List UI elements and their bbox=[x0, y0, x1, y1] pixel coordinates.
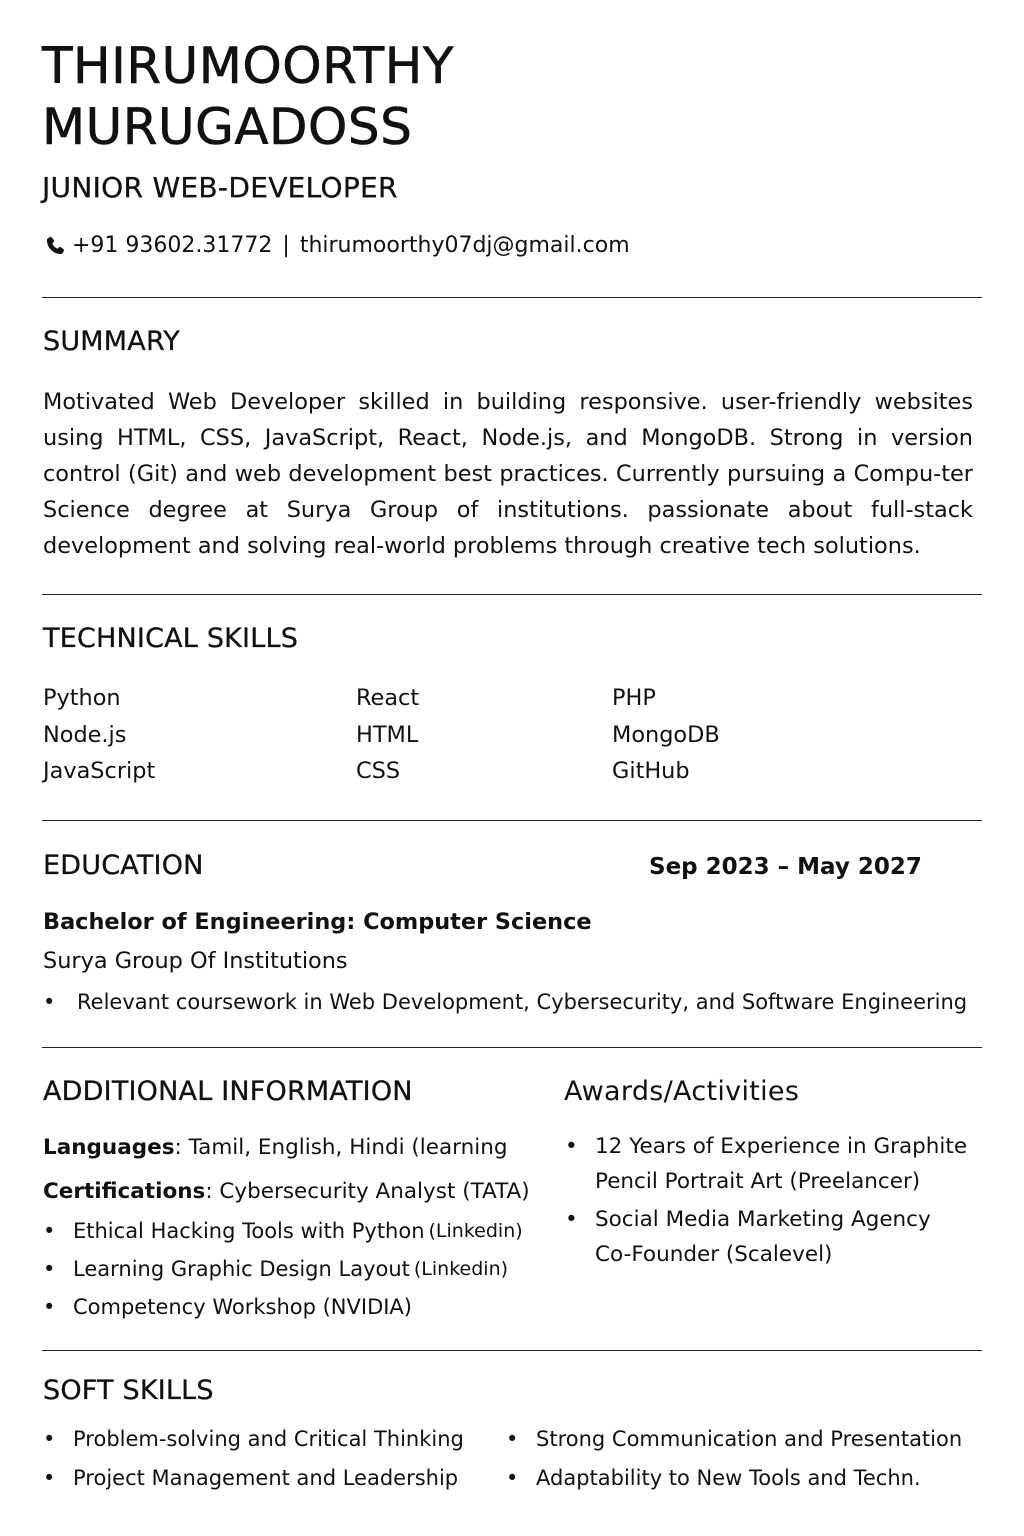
email-address: thirumoorthy07dj@gmail.com bbox=[299, 233, 630, 258]
skills-title: TECHNICAL SKILLS bbox=[43, 623, 299, 654]
certifications-line bbox=[43, 1176, 530, 1208]
list-item bbox=[565, 1129, 975, 1199]
phone-icon bbox=[44, 235, 66, 257]
divider bbox=[42, 820, 982, 821]
skill-item: JavaScript bbox=[43, 758, 156, 784]
list-item bbox=[43, 1215, 523, 1247]
coursework-text: Relevant coursework in Web Development, Cybersecurity, and Software Engineering bbox=[77, 990, 968, 1014]
list-item bbox=[565, 1202, 955, 1272]
divider bbox=[42, 297, 982, 298]
school-name: Surya Group Of Institutions bbox=[43, 948, 348, 974]
bullet-icon bbox=[43, 1423, 73, 1455]
skill-item: PHP bbox=[612, 685, 656, 711]
education-title: EDUCATION bbox=[43, 850, 204, 881]
cert-note: (Linkedin) bbox=[428, 1220, 523, 1242]
bullet-icon bbox=[506, 1462, 536, 1494]
skill-item: HTML bbox=[356, 722, 419, 748]
list-item bbox=[43, 1291, 412, 1323]
cert-text: Competency Workshop (NVIDIA) bbox=[73, 1295, 412, 1319]
contact-separator: | bbox=[282, 233, 290, 258]
additional-title: ADDITIONAL INFORMATION bbox=[43, 1076, 413, 1107]
cert-text: Learning Graphic Design Layout bbox=[73, 1257, 410, 1281]
list-item bbox=[43, 1462, 458, 1494]
bullet-icon bbox=[565, 1129, 595, 1199]
skill-item: MongoDB bbox=[612, 722, 720, 748]
job-title: JUNIOR WEB-DEVELOPER bbox=[42, 171, 398, 204]
bullet-icon bbox=[43, 1291, 73, 1323]
cert-text: Ethical Hacking Tools with Python bbox=[73, 1219, 425, 1243]
soft-skill-text: Problem-solving and Critical Thinking bbox=[73, 1427, 464, 1451]
soft-skill-text: Strong Communication and Presentation bbox=[536, 1427, 963, 1451]
awards-title: Awards/Activities bbox=[564, 1076, 800, 1107]
list-item bbox=[506, 1462, 921, 1494]
list-item bbox=[43, 986, 967, 1018]
award-text: 12 Years of Experience in Graphite Pencil Portrait Art (Preelancer) bbox=[595, 1134, 968, 1194]
bullet-icon bbox=[565, 1202, 595, 1272]
skill-item: Python bbox=[43, 685, 121, 711]
candidate-name bbox=[42, 36, 454, 158]
degree-title: Bachelor of Engineering: Computer Science bbox=[43, 909, 592, 935]
certifications-label: Certifications bbox=[43, 1179, 206, 1204]
skill-item: React bbox=[356, 685, 420, 711]
divider bbox=[42, 594, 982, 595]
languages-value: : Tamil, English, Hindi (learning bbox=[174, 1135, 508, 1160]
skill-item: Node.js bbox=[43, 722, 127, 748]
education-dates: Sep 2023 – May 2027 bbox=[649, 854, 922, 880]
soft-skills-title: SOFT SKILLS bbox=[43, 1375, 214, 1406]
name-last: MURUGADOSS bbox=[42, 98, 413, 156]
skill-item: GitHub bbox=[612, 758, 690, 784]
summary-title: SUMMARY bbox=[43, 326, 180, 357]
list-item bbox=[43, 1253, 508, 1285]
summary-text: Motivated Web Developer skilled in building responsive. user-friendly websites using HTML, CSS, JavaScript, React, Node.js, and MongoDB. Strong in version control (Git) and web development best practices. Currently pursuing a Compu-ter Science degree at Surya Group of institutions. passionate about full-stack development and solving real-world problems through creative tech solutions. bbox=[43, 389, 973, 559]
skill-item: CSS bbox=[356, 758, 401, 784]
soft-skill-text: Project Management and Leadership bbox=[73, 1466, 459, 1490]
phone-number: +91 93602.31772 bbox=[72, 233, 273, 258]
divider bbox=[42, 1047, 982, 1048]
list-item bbox=[43, 1423, 464, 1455]
list-item bbox=[506, 1423, 962, 1455]
name-first: THIRUMOORTHY bbox=[42, 37, 454, 95]
cert-note: (Linkedin) bbox=[413, 1258, 509, 1280]
divider bbox=[42, 1350, 982, 1351]
soft-skill-text: Adaptability to New Tools and Techn. bbox=[536, 1466, 921, 1490]
languages-label: Languages bbox=[43, 1135, 175, 1160]
award-text: Social Media Marketing Agency Co-Founder (Scalevel) bbox=[595, 1207, 931, 1267]
certifications-value: : Cybersecurity Analyst (TATA) bbox=[205, 1179, 530, 1204]
bullet-icon bbox=[43, 1462, 73, 1494]
bullet-icon bbox=[43, 986, 77, 1018]
bullet-icon bbox=[43, 1215, 73, 1247]
bullet-icon bbox=[506, 1423, 536, 1455]
languages-line bbox=[43, 1132, 508, 1164]
bullet-icon bbox=[43, 1253, 73, 1285]
contact-line bbox=[44, 230, 630, 262]
